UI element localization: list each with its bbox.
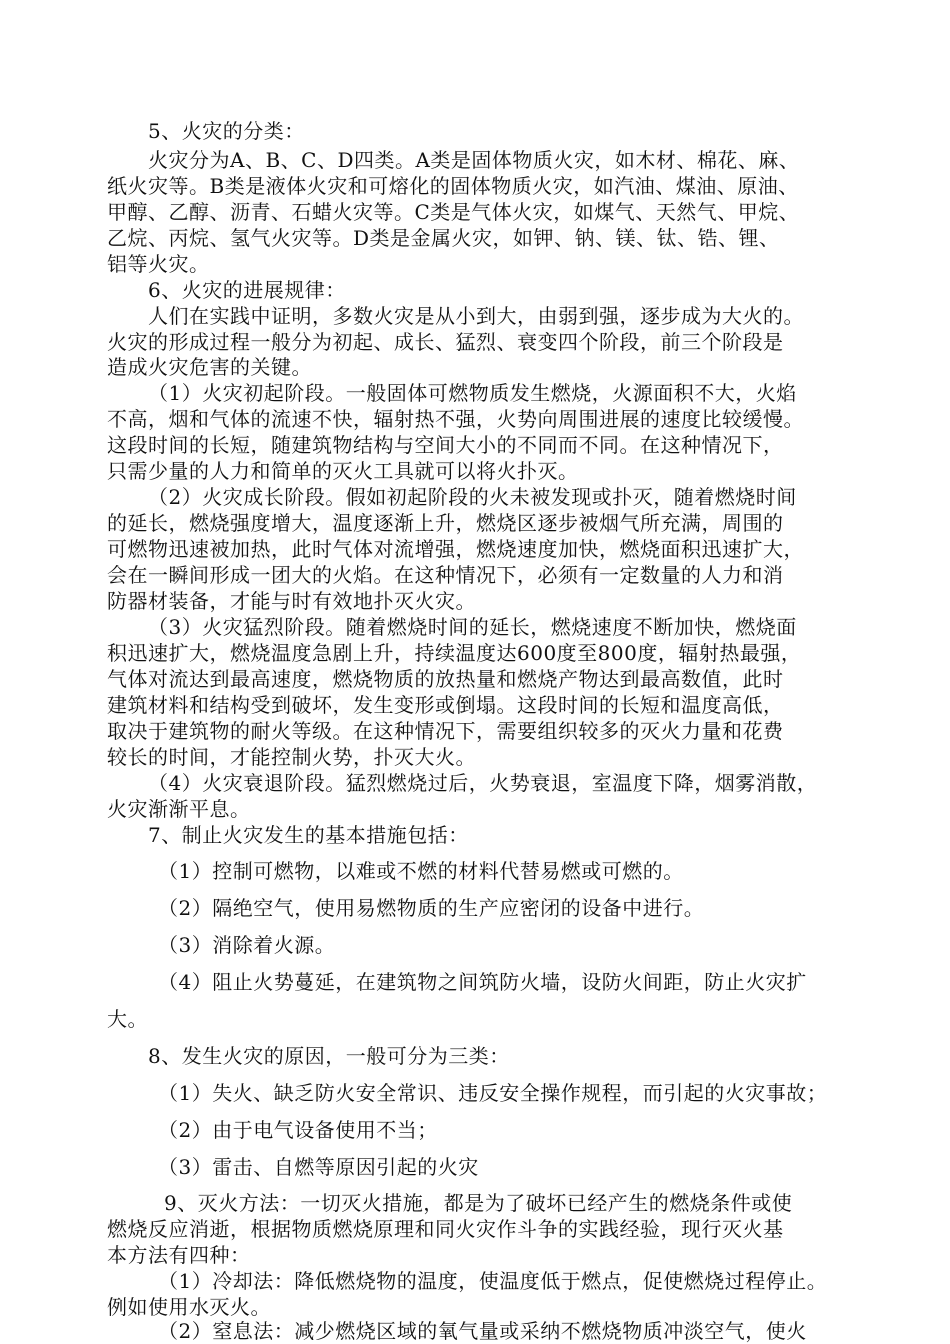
paragraph-line: 这段时间的长短，随建筑物结构与空间大小的不同而不同。在这种情况下，: [107, 433, 784, 457]
heading-fire-classification: 5、火灾的分类：: [148, 119, 305, 143]
paragraph-line: 气体对流达到最高速度，燃烧物质的放热量和燃烧产物达到最高数值，此时: [107, 667, 784, 691]
paragraph-line: （2）火灾成长阶段。假如初起阶段的火未被发现或扑灭，随着燃烧时间: [148, 485, 797, 509]
heading-fire-development: 6、火灾的进展规律：: [148, 278, 346, 302]
paragraph-line: 积迅速扩大，燃烧温度急剧上升，持续温度达600度至800度，辐射热最强，: [107, 641, 802, 665]
paragraph-line: 乙烷、丙烷、氢气火灾等。D类是金属火灾，如钾、钠、镁、钛、锆、锂、: [107, 226, 780, 250]
paragraph-line: 取决于建筑物的耐火等级。在这种情况下，需要组织较多的灭火力量和花费: [107, 719, 784, 743]
list-item: （1）控制可燃物，以难或不燃的材料代替易燃或可燃的。: [158, 859, 684, 883]
paragraph-line: 铝等火灾。: [107, 252, 210, 276]
heading-prevention-measures: 7、制止火灾发生的基本措施包括：: [148, 823, 469, 847]
paragraph-line: 造成火灾危害的关键。: [107, 355, 312, 379]
paragraph-line: 建筑材料和结构受到破坏，发生变形或倒塌。这段时间的长短和温度高低，: [107, 693, 784, 717]
list-item: （2）由于电气设备使用不当；: [158, 1118, 438, 1142]
paragraph-line: 较长的时间，才能控制火势，扑灭大火。: [107, 745, 476, 769]
paragraph-line: 的延长，燃烧强度增大，温度逐渐上升，燃烧区逐步被烟气所充满，周围的: [107, 511, 784, 535]
paragraph-line: 不高，烟和气体的流速不快，辐射热不强，火势向周围进展的速度比较缓慢。: [107, 407, 804, 431]
paragraph-line: 纸火灾等。B类是液体火灾和可熔化的固体物质火灾，如汽油、煤油、原油、: [107, 174, 799, 198]
list-item: （1）失火、缺乏防火安全常识、违反安全操作规程，而引起的火灾事故；: [158, 1081, 828, 1105]
heading-extinguishing-methods: 9、灭火方法：一切灭火措施，都是为了破坏已经产生的燃烧条件或使: [164, 1191, 793, 1215]
list-item-continuation: 例如使用水灭火。: [107, 1295, 271, 1319]
paragraph-line: 只需少量的人力和简单的灭火工具就可以将火扑灭。: [107, 459, 579, 483]
list-item: （2）窒息法：减少燃烧区域的氧气量或采纳不燃烧物质冲淡空气，使火: [158, 1319, 807, 1343]
paragraph-line: 人们在实践中证明，多数火灾是从小到大，由弱到强，逐步成为大火的。: [148, 304, 804, 328]
paragraph-line: （4）火灾衰退阶段。猛烈燃烧过后，火势衰退，室温度下降，烟雾消散，: [148, 771, 818, 795]
paragraph-line: （3）火灾猛烈阶段。随着燃烧时间的延长，燃烧速度不断加快，燃烧面: [148, 615, 797, 639]
list-item: （4）阻止火势蔓延，在建筑物之间筑防火墙，设防火间距，防止火灾扩: [158, 970, 807, 994]
paragraph-line: 火灾渐渐平息。: [107, 797, 251, 821]
list-item: （1）冷却法：降低燃烧物的温度，使温度低于燃点，促使燃烧过程停止。: [158, 1269, 828, 1293]
list-item-continuation: 大。: [107, 1007, 148, 1031]
list-item: （2）隔绝空气，使用易燃物质的生产应密闭的设备中进行。: [158, 896, 705, 920]
paragraph-line: 燃烧反应消逝，根据物质燃烧原理和同火灾作斗争的实践经验，现行灭火基: [107, 1217, 784, 1241]
list-item: （3）消除着火源。: [158, 933, 336, 957]
paragraph-line: 火灾分为A、B、C、D四类。A类是固体物质火灾，如木材、棉花、麻、: [148, 148, 800, 172]
list-item: （3）雷击、自燃等原因引起的火灾: [158, 1155, 479, 1179]
paragraph-line: 可燃物迅速被加热，此时气体对流增强，燃烧速度加快，燃烧面积迅速扩大，: [107, 537, 804, 561]
paragraph-line: 甲醇、乙醇、沥青、石蜡火灾等。C类是气体火灾，如煤气、天然气、甲烷、: [107, 200, 800, 224]
paragraph-line: 本方法有四种：: [107, 1243, 251, 1267]
paragraph-line: （1）火灾初起阶段。一般固体可燃物质发生燃烧，火源面积不大，火焰: [148, 381, 797, 405]
paragraph-line: 会在一瞬间形成一团大的火焰。在这种情况下，必须有一定数量的人力和消: [107, 563, 784, 587]
paragraph-line: 火灾的形成过程一般分为初起、成长、猛烈、衰变四个阶段，前三个阶段是: [107, 330, 784, 354]
paragraph-line: 防器材装备，才能与时有效地扑灭火灾。: [107, 589, 476, 613]
heading-fire-causes: 8、发生火灾的原因，一般可分为三类：: [148, 1044, 510, 1068]
